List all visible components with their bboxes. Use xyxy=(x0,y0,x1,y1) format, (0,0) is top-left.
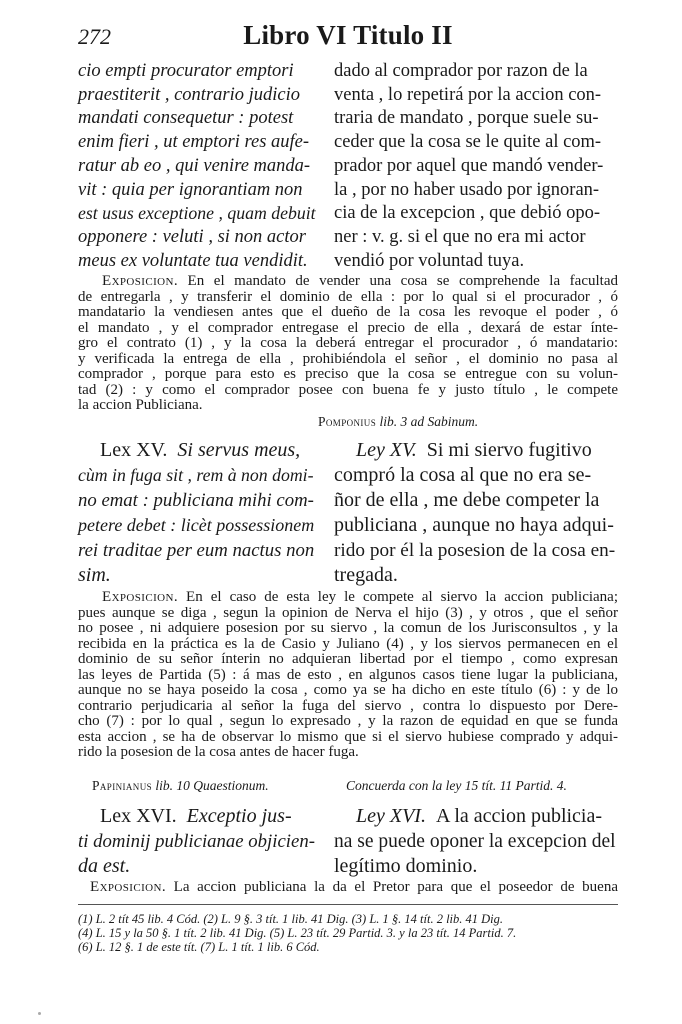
spanish-line: venta , lo repetirá por la accion con- xyxy=(334,84,602,105)
exposition-line: aunque no se haya poseido la cosa , como ya se ha dicho en este título (6) : y de lo xyxy=(78,682,618,698)
section-lex-xv xyxy=(78,438,618,588)
latin-column xyxy=(78,60,316,273)
spanish-line: cia de la excepcion , que debió opo- xyxy=(334,203,601,224)
exposition-line: esta accion , se ha de observar lo mismo que si el siervo hubiese comprado y adqui- xyxy=(78,728,618,745)
law-heading: Lex XVI. xyxy=(100,805,177,827)
latin-line: no emat : publiciana mihi com- xyxy=(78,490,314,511)
exposition-line: tad (2) : y como el comprador posee con buena fe y justo título , le compete xyxy=(78,381,618,398)
latin-line: Lex XVI. Exceptio jus- xyxy=(100,805,292,827)
exposition-line: no posee , ni adquiere posesion por su siervo , la comun de los Jurisconsultos , y la xyxy=(78,620,618,636)
running-title: Libro VI Titulo II xyxy=(243,20,453,50)
footnotes xyxy=(78,912,618,954)
latin-line: meus ex voluntate tua vendidit. xyxy=(78,250,308,271)
exposition-line: dominio de su señor ínterin no adquieran libertad por el tiempo , como expresan xyxy=(78,651,618,667)
latin-column xyxy=(78,804,316,879)
footnote-line: (1) L. 2 tít 45 lib. 4 Cód. (2) L. 9 §. 3 tít. 1 lib. 41 Dig. (3) L. 1 §. 14 tít. 2 lib. 41 Dig. xyxy=(78,912,504,926)
spanish-line: rido por él la posesion de la cosa en- xyxy=(334,540,616,561)
footnote-rule xyxy=(78,904,618,905)
exposition-paragraph xyxy=(78,880,618,896)
spanish-column xyxy=(334,438,618,588)
section-continuation xyxy=(78,60,618,274)
exposition-line: cho (7) : por lo qual , segun lo expresado , y la razon de equidad en que se funda xyxy=(78,713,618,729)
spanish-line: tregada. xyxy=(334,564,398,586)
spanish-line: vendió por voluntad tuya. xyxy=(334,250,525,271)
citation-author: Pomponius xyxy=(318,414,377,429)
exposition-line: contrario perjudicaria al señor la fuga del siervo , contra lo dispuesto por Dere- xyxy=(78,697,618,714)
exposition-line: la accion Publiciana. xyxy=(78,397,203,413)
exposition-line: Exposicion. En el mandato de vender una cosa se comprehende la facultad xyxy=(102,273,618,289)
spanish-line: prador por aquel que mandó vender- xyxy=(334,155,604,176)
spanish-line: ner : v. g. si el que no era mi actor xyxy=(334,226,586,247)
citation-author: Papinianus xyxy=(92,778,153,793)
latin-line: cùm in fuga sit , rem à non domi- xyxy=(78,465,314,485)
spanish-line: la , por no haber usado por ignoran- xyxy=(334,179,600,200)
latin-line: rei traditae per eum nactus non xyxy=(78,540,315,561)
exposition-line: Exposicion. La accion publiciana la da el Pretor para que el poseedor de buena xyxy=(90,879,618,895)
source-citation xyxy=(92,778,269,794)
latin-line: da est. xyxy=(78,855,131,877)
spanish-line: publiciana , aunque no haya adqui- xyxy=(334,514,614,536)
spanish-line: ceder que la cosa se le quite al com- xyxy=(334,132,602,153)
law-heading: Lex XV. xyxy=(100,439,168,461)
spanish-line: ñor de ella , me debe competer la xyxy=(334,489,600,511)
footnote-line: (4) L. 15 y la 50 §. 1 tít. 2 lib. 41 Dig. (5) L. 23 tít. 29 Partid. 3. y la 23 tít. 14 Partid. 7. xyxy=(78,926,517,940)
exposition-line: gro el contrato (1) , y la cosa la deberá entregar el procurador , ó mandatario: xyxy=(78,335,618,351)
exposition-line: rido la posesion de la cosa antes de hacer fuga. xyxy=(78,744,359,760)
spanish-line: Ley XV. Si mi siervo fugitivo xyxy=(356,439,592,461)
latin-column xyxy=(78,438,316,588)
latin-line: sim. xyxy=(78,564,111,586)
law-heading: Ley XV. xyxy=(356,439,417,461)
spanish-line: dado al comprador por razon de la xyxy=(334,61,588,81)
latin-line: petere debet : licèt possessionem xyxy=(78,515,315,535)
exposition-label: Exposicion. xyxy=(90,879,166,895)
exposition-line: el mandato , y el comprador entregase el precio de ella , dexará de estar ínte- xyxy=(78,319,618,336)
exposition-line: y verificada la entrega de ella , prohibiéndola el señor , el dominio no pasa al xyxy=(78,350,618,367)
exposition-paragraph xyxy=(78,274,618,414)
latin-line: cio empti procurator emptori xyxy=(78,61,294,81)
law-heading: Ley XVI. xyxy=(356,805,426,827)
latin-line: ratur ab eo , qui venire manda- xyxy=(78,155,311,176)
latin-line: opponere : veluti , si non actor xyxy=(78,226,306,247)
latin-line: enim fieri , ut emptori res aufe- xyxy=(78,132,310,153)
citation-reference: lib. 3 ad Sabinum. xyxy=(376,414,479,429)
latin-line: ti dominij publicianae objicien- xyxy=(78,831,315,852)
exposition-line: de entregarla , y transferir el dominio de ella : por lo qual si el procurador , ó xyxy=(78,288,618,305)
spanish-column xyxy=(334,804,618,879)
footnote-line: (6) L. 12 §. 1 de este tít. (7) L. 1 tít. 1 lib. 6 Cód. xyxy=(78,940,320,954)
citation-reference: lib. 10 Quaestionum. xyxy=(152,778,269,793)
latin-line: est usus exceptione , quam debuit xyxy=(78,203,316,224)
exposition-line: comprador , porque para esto es preciso que la cosa se entregue con su volun- xyxy=(78,366,618,382)
exposition-paragraph xyxy=(78,590,618,761)
exposition-label: Exposicion. xyxy=(102,273,178,289)
spanish-line: legítimo dominio. xyxy=(334,855,478,877)
exposition-line: Exposicion. En el caso de esta ley le compete al siervo la accion publiciana; xyxy=(102,589,618,605)
latin-line: vit : quia per ignorantiam non xyxy=(78,179,303,200)
spanish-column xyxy=(334,60,618,273)
exposition-line: las leyes de Partida (5) : á mas de esto , en algunos casos tiene lugar la publiciana, xyxy=(78,666,618,683)
spanish-line: compró la cosa al que no era se- xyxy=(334,464,592,486)
page-number: 272 xyxy=(78,24,111,49)
section-lex-xvi xyxy=(78,804,618,880)
exposition-label: Exposicion. xyxy=(102,589,178,605)
spanish-line: Ley XVI. A la accion publicia- xyxy=(356,805,603,827)
concordance-note: Concuerda con la ley 15 tít. 11 Partid. 4. xyxy=(346,778,567,793)
page-blemish xyxy=(38,1012,41,1015)
exposition-line: pues aunque se diga , segun la opinion de Nerva el hijo (3) , y otros , que el señor xyxy=(78,604,618,621)
exposition-line: recibida en la práctica es la de Casio y Juliano (4) , y los siervos permanecen en el xyxy=(78,635,618,652)
source-citation xyxy=(318,414,478,430)
spanish-line: traria de mandato , porque suele su- xyxy=(334,108,599,129)
latin-line: praestiterit , contrario judicio xyxy=(78,84,300,105)
latin-line: mandati consequetur : potest xyxy=(78,108,294,129)
spanish-line: na se puede oponer la excepcion del xyxy=(334,831,616,852)
exposition-line: mandatario la vendiesen antes que el dueño de la cosa les revoque el poder , ó xyxy=(78,304,618,320)
page-header xyxy=(78,20,618,56)
latin-line: Lex XV. Si servus meus, xyxy=(100,439,301,461)
